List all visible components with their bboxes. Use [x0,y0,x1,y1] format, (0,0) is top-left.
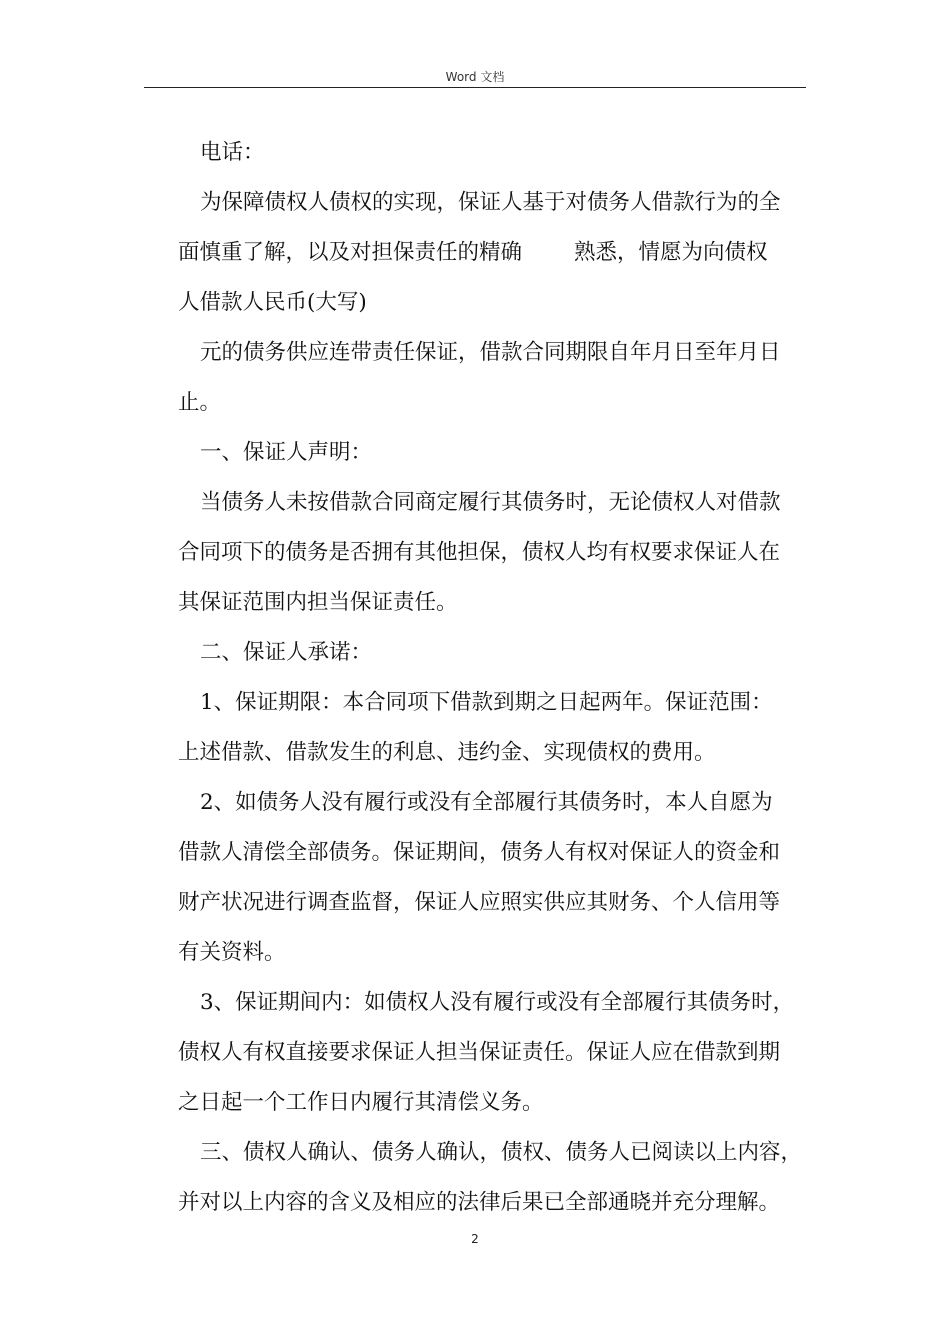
paragraph-line: 有关资料。 [178,940,286,965]
paragraph-line: 为保障债权人债权的实现，保证人基于对债务人借款行为的全 [200,190,781,215]
section-heading: 三、债权人确认、债务人确认，债权、债务人已阅读以上内容， [200,1140,803,1165]
paragraph-line [178,228,808,278]
document-body [178,128,808,1228]
page-number: 2 [471,1232,479,1246]
paragraph-line: 并对以上内容的含义及相应的法律后果已全部通晓并充分理解。 [178,1190,781,1215]
paragraph-line: 人借款人民币(大写) [178,290,367,315]
paragraph-text: 面慎重了解，以及对担保责任的精确 [178,240,523,265]
paragraph-line: 1、保证期限：本合同项下借款到期之日起两年。保证范围： [200,690,773,715]
paragraph-line: 财产状况进行调查监督，保证人应照实供应其财务、个人信用等 [178,890,781,915]
paragraph-line: 其保证范围内担当保证责任。 [178,590,458,615]
paragraph-line: 元的债务供应连带责任保证，借款合同期限自年月日至年月日 [200,340,781,365]
paragraph-line: 债权人有权直接要求保证人担当保证责任。保证人应在借款到期 [178,1040,781,1065]
page-header: Word 文档 [445,70,505,84]
paragraph-line: 借款人清偿全部债务。保证期间，债务人有权对保证人的资金和 [178,840,781,865]
header-divider [144,87,806,88]
paragraph-line: 之日起一个工作日内履行其清偿义务。 [178,1090,544,1115]
paragraph-line: 上述借款、借款发生的利息、违约金、实现债权的费用。 [178,740,716,765]
section-heading: 二、保证人承诺： [200,640,373,665]
paragraph-line: 止。 [178,390,222,415]
paragraph-text: 熟悉，情愿为向债权 [574,240,768,265]
paragraph-line: 合同项下的债务是否拥有其他担保，债权人均有权要求保证人在 [178,540,781,565]
paragraph-line: 2、如债务人没有履行或没有全部履行其债务时，本人自愿为 [200,790,773,815]
paragraph-line: 当债务人未按借款合同商定履行其债务时，无论债权人对借款 [200,490,781,515]
paragraph-line: 电话： [200,140,265,165]
section-heading: 一、保证人声明： [200,440,373,465]
paragraph-line: 3、保证期间内：如债权人没有履行或没有全部履行其债务时， [200,990,795,1015]
